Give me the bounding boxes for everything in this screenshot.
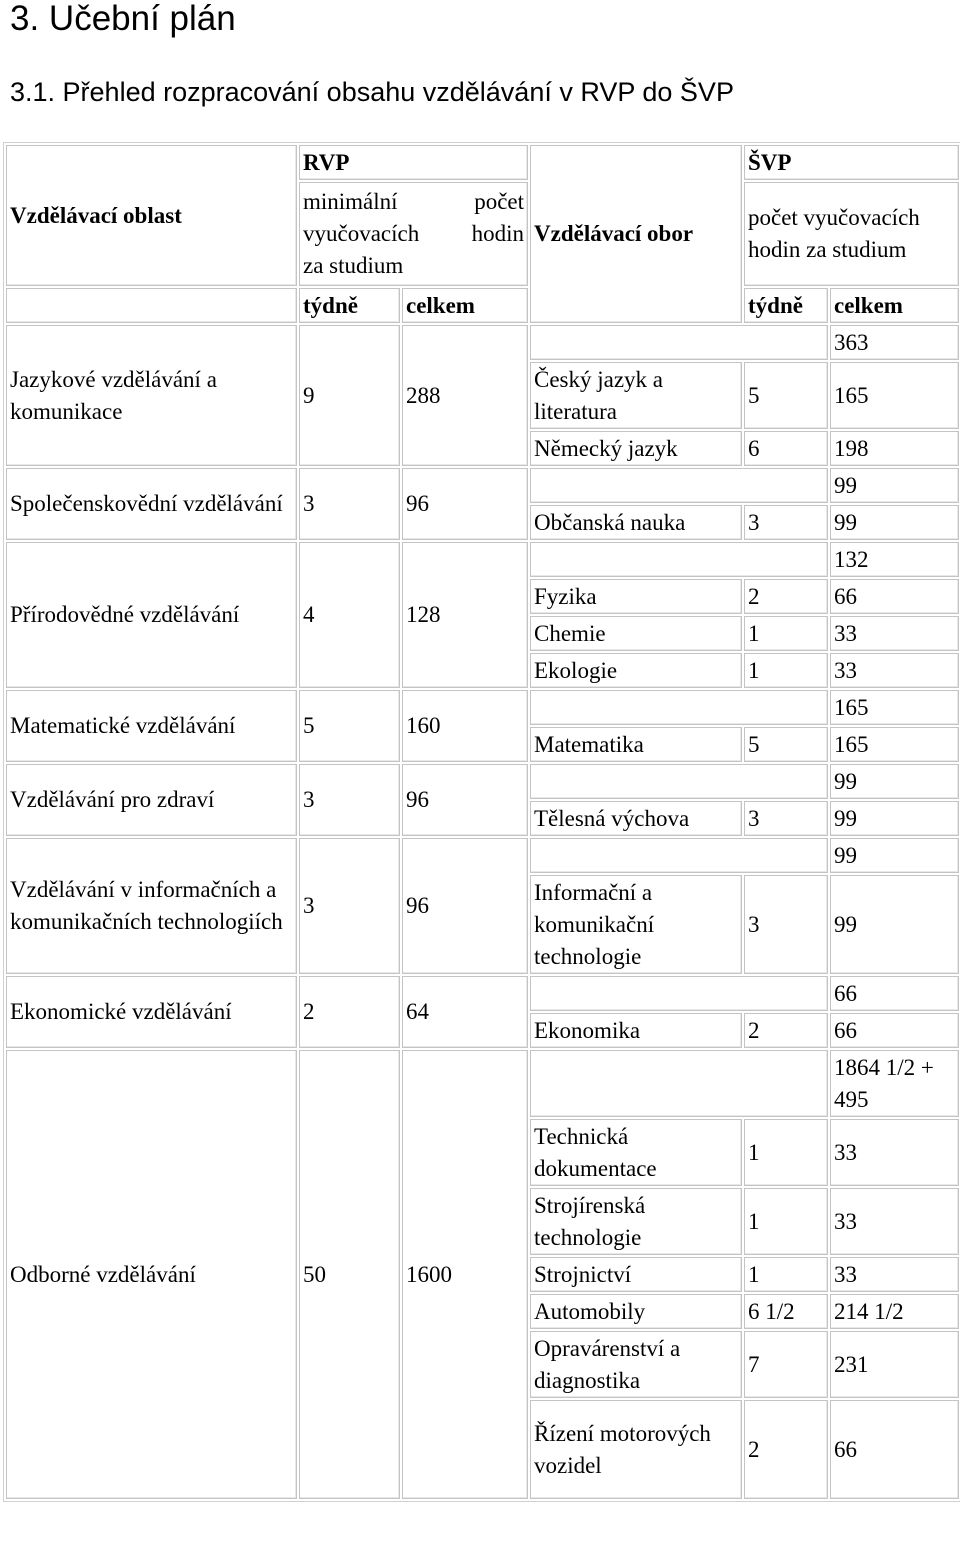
area-rvp-total: 96: [402, 468, 528, 540]
area-name: Ekonomické vzdělávání: [6, 976, 297, 1048]
subject-name: Český jazyk a literatura: [530, 362, 742, 429]
subject-weekly: 1: [744, 1257, 828, 1292]
area-svp-total: 363: [830, 325, 959, 360]
header-total: celkem: [402, 288, 528, 323]
area-svp-empty: [530, 838, 828, 873]
section-heading: 3.1. Přehled rozpracování obsahu vzdělávání v RVP do ŠVP: [10, 77, 734, 107]
header-rvp: RVP: [299, 145, 528, 180]
curriculum-table: [3, 142, 960, 1502]
area-svp-total: 165: [830, 690, 959, 725]
subject-name: Matematika: [530, 727, 742, 762]
subject-weekly: 5: [744, 727, 828, 762]
header-weekly-svp: týdně: [744, 288, 828, 323]
subject-weekly: 2: [744, 579, 828, 614]
page-heading: 3. Učební plán: [10, 0, 236, 38]
subject-weekly: 1: [744, 1119, 828, 1186]
subject-weekly: 1: [744, 653, 828, 688]
area-name: Odborné vzdělávání: [6, 1050, 297, 1499]
area-rvp-total: 96: [402, 764, 528, 836]
area-name: Vzdělávání v informačních a komunikačních technologiích: [6, 838, 297, 974]
header-total-svp: celkem: [830, 288, 959, 323]
area-rvp-total: 128: [402, 542, 528, 688]
area-name: Společenskovědní vzdělávání: [6, 468, 297, 540]
area-rvp-weekly: 50: [299, 1050, 400, 1499]
subject-weekly: 2: [744, 1013, 828, 1048]
subject-name: Ekonomika: [530, 1013, 742, 1048]
subject-name: Německý jazyk: [530, 431, 742, 466]
subject-total: 33: [830, 1257, 959, 1292]
area-rvp-weekly: 9: [299, 325, 400, 466]
header-rvp-hours: minimální počet vyučovacích hodin za studium: [299, 182, 528, 286]
subject-name: Fyzika: [530, 579, 742, 614]
subject-weekly: 5: [744, 362, 828, 429]
subject-name: Tělesná výchova: [530, 801, 742, 836]
subject-name: Řízení motorových vozidel: [530, 1400, 742, 1499]
area-rvp-weekly: 5: [299, 690, 400, 762]
subject-weekly: 6: [744, 431, 828, 466]
subject-weekly: 3: [744, 875, 828, 974]
subject-total: 66: [830, 1400, 959, 1499]
subject-total: 66: [830, 1013, 959, 1048]
area-rvp-weekly: 3: [299, 468, 400, 540]
area-svp-empty: [530, 690, 828, 725]
subject-total: 33: [830, 653, 959, 688]
subject-weekly: 3: [744, 801, 828, 836]
area-svp-empty: [530, 468, 828, 503]
header-weekly: týdně: [299, 288, 400, 323]
subject-total: 214 1/2: [830, 1294, 959, 1329]
area-svp-empty: [530, 1050, 828, 1117]
subject-total: 99: [830, 801, 959, 836]
subject-name: Strojnictví: [530, 1257, 742, 1292]
subject-weekly: 7: [744, 1331, 828, 1398]
area-name: Přírodovědné vzdělávání: [6, 542, 297, 688]
area-svp-total: 132: [830, 542, 959, 577]
subject-name: Automobily: [530, 1294, 742, 1329]
subject-total: 33: [830, 1188, 959, 1255]
header-area: Vzdělávací oblast: [6, 145, 297, 286]
area-svp-empty: [530, 976, 828, 1011]
area-rvp-total: 96: [402, 838, 528, 974]
subject-weekly: 1: [744, 1188, 828, 1255]
subject-weekly: 1: [744, 616, 828, 651]
area-svp-total: 99: [830, 764, 959, 799]
area-name: Matematické vzdělávání: [6, 690, 297, 762]
area-svp-empty: [530, 764, 828, 799]
subject-name: Ekologie: [530, 653, 742, 688]
header-svp: ŠVP: [744, 145, 959, 180]
subject-weekly: 3: [744, 505, 828, 540]
subject-total: 99: [830, 875, 959, 974]
subject-total: 66: [830, 579, 959, 614]
area-rvp-weekly: 4: [299, 542, 400, 688]
area-name: Jazykové vzdělávání a komunikace: [6, 325, 297, 466]
area-svp-total: 66: [830, 976, 959, 1011]
area-svp-empty: [530, 325, 828, 360]
area-rvp-weekly: 3: [299, 838, 400, 974]
header-svp-hours: počet vyučovacích hodin za studium: [744, 182, 959, 286]
area-rvp-weekly: 2: [299, 976, 400, 1048]
subject-total: 33: [830, 1119, 959, 1186]
subject-name: Technická dokumentace: [530, 1119, 742, 1186]
header-empty: [6, 288, 297, 323]
subject-name: Strojírenská technologie: [530, 1188, 742, 1255]
header-field: Vzdělávací obor: [530, 145, 742, 323]
area-rvp-total: 288: [402, 325, 528, 466]
subject-name: Opravárenství a diagnostika: [530, 1331, 742, 1398]
area-svp-total: 1864 1/2 + 495: [830, 1050, 959, 1117]
area-rvp-total: 160: [402, 690, 528, 762]
area-svp-total: 99: [830, 468, 959, 503]
subject-name: Chemie: [530, 616, 742, 651]
subject-name: Informační a komunikační technologie: [530, 875, 742, 974]
subject-total: 198: [830, 431, 959, 466]
subject-total: 99: [830, 505, 959, 540]
subject-total: 231: [830, 1331, 959, 1398]
subject-total: 165: [830, 362, 959, 429]
subject-name: Občanská nauka: [530, 505, 742, 540]
subject-weekly: 6 1/2: [744, 1294, 828, 1329]
area-rvp-total: 64: [402, 976, 528, 1048]
subject-weekly: 2: [744, 1400, 828, 1499]
subject-total: 165: [830, 727, 959, 762]
subject-total: 33: [830, 616, 959, 651]
area-svp-total: 99: [830, 838, 959, 873]
area-rvp-total: 1600: [402, 1050, 528, 1499]
area-name: Vzdělávání pro zdraví: [6, 764, 297, 836]
area-rvp-weekly: 3: [299, 764, 400, 836]
area-svp-empty: [530, 542, 828, 577]
